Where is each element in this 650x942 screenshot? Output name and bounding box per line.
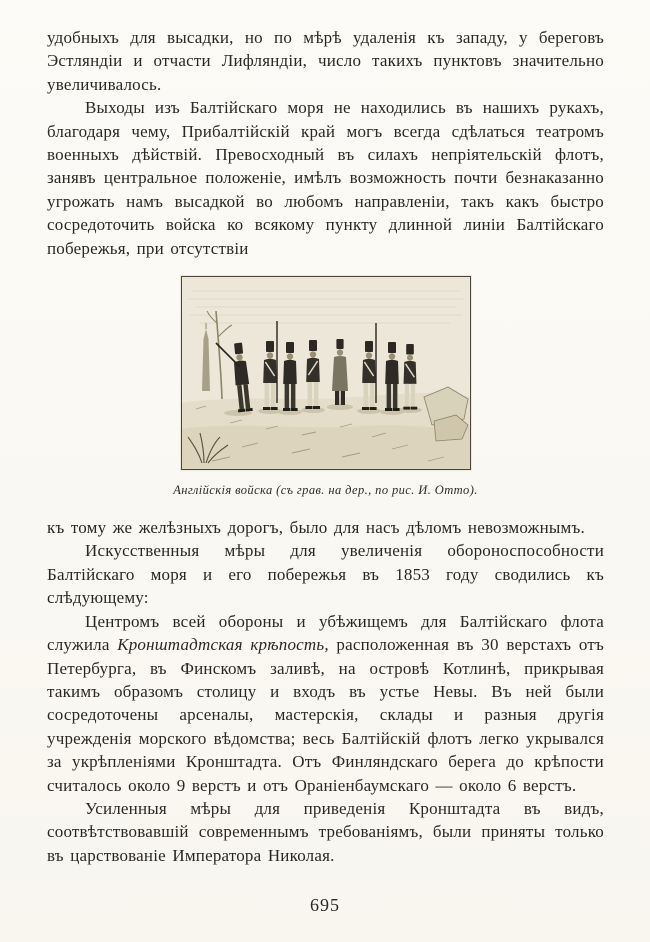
paragraph-2: Выходы изъ Балтійскаго моря не находились въ нашихъ рукахъ, благодаря чему, Прибалтійскій край могъ всегда сдѣлаться театромъ военныхъ дѣйствій. Превосходный въ силахъ непріятельскій флотъ, занявъ центральное положеніе, имѣлъ возможность почти безнаказанно угрожать намъ высадкой во любомъ направленіи, такъ какъ быстро сосредоточить войска ко всякому пункту длинной линіи Балтійскаго побережья, при отсутствіи [47, 98, 604, 258]
engraving-figure [156, 276, 496, 498]
paragraph-5-emphasis: Кронштадтская крѣпость, [117, 635, 329, 655]
engraving-illustration [181, 276, 471, 470]
paragraph-5 [47, 610, 604, 797]
paragraph-5-text-before: Центромъ всей обороны и убѣжищемъ для Балтійскаго флота служила [47, 611, 604, 655]
paragraph-6: Усиленныя мѣры для приведенія Кронштадта въ видъ, соотвѣтствовавшій современнымъ требованіямъ, были приняты только въ царствованіе Императора Николая. [47, 798, 604, 865]
paragraph-1: удобныхъ для высадки, но по мѣрѣ удаленія къ западу, у береговъ Эстляндіи и отчасти Лифляндіи, число такихъ пунктовъ значительно увеличивалось. [47, 28, 604, 94]
paragraph-4: Искусственныя мѣры для увеличенія обороноспособности Балтійскаго моря и его побережья въ 1853 году сводились къ слѣдующему: [47, 541, 604, 608]
engraving-svg [182, 277, 470, 469]
paragraph-5-text-after: расположенная въ 30 верстахъ отъ Петербурга, въ Финскомъ заливѣ, на островѣ Котлинѣ, прикрывая такимъ образомъ столицу и входъ въ устье Невы. Въ ней были сосредоточены арсеналы, мастерскія, склады и разныя другія учрежденія морского вѣдомства; весь Балтійскій флотъ легко укрывался за укрѣпленіями Кронштадта. Отъ Финляндскаго берега до крѣпости считалось около 9 верстъ и отъ Ораніенбаумскаго — около 6 верстъ. [47, 635, 605, 795]
page-number: 695 [310, 895, 340, 915]
illustration-caption: Англійскія войска (съ грав. на дер., по рис. И. Отто). [173, 483, 478, 498]
paragraph-3: къ тому же желѣзныхъ дорогъ, было для насъ дѣломъ невозможнымъ. [47, 518, 585, 538]
